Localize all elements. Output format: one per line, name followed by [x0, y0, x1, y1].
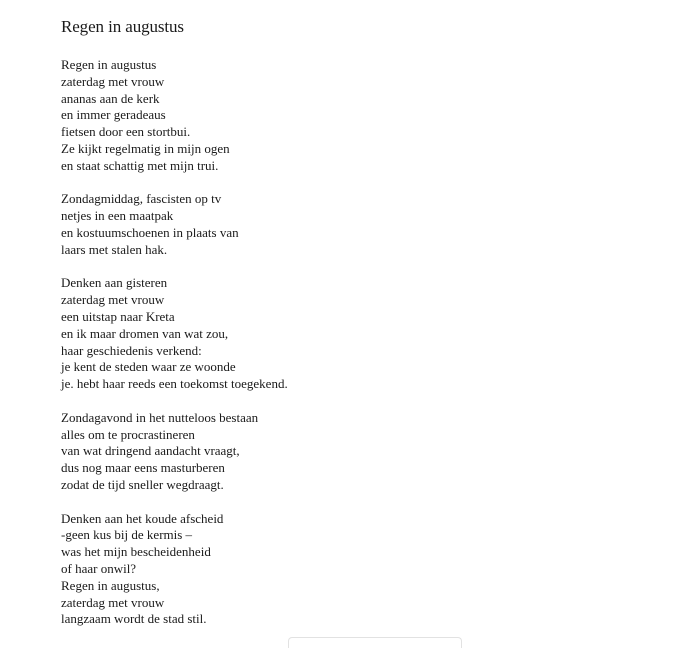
poem-line: Denken aan gisteren	[61, 275, 168, 291]
poem-line: alles om te procrastineren	[61, 426, 195, 442]
poem-line: zaterdag met vrouw	[61, 594, 165, 610]
poem-line: zaterdag met vrouw	[61, 292, 165, 308]
poem-line: of haar onwil?	[61, 560, 137, 576]
poem-title: Regen in augustus	[61, 17, 184, 36]
poem-line: ananas aan de kerk	[61, 90, 160, 106]
poem-line: fietsen door een stortbui.	[61, 124, 191, 140]
poem-line: -geen kus bij de kermis –	[61, 527, 193, 543]
poem-line: Ze kijkt regelmatig in mijn ogen	[61, 140, 230, 156]
poem-line: en immer geradeaus	[61, 107, 166, 123]
poem-line: Zondagavond in het nutteloos bestaan	[61, 409, 259, 425]
poem-line: Denken aan het koude afscheid	[61, 510, 224, 526]
poem-stanza	[61, 191, 288, 258]
poem-line: en ik maar dromen van wat zou,	[61, 325, 229, 341]
poem-line: was het mijn bescheidenheid	[61, 544, 211, 560]
poem-line: langzaam wordt de stad stil.	[61, 611, 207, 627]
poem-line: en kostuumschoenen in plaats van	[61, 224, 239, 240]
poem-line: zodat de tijd sneller wegdraagt.	[61, 476, 224, 492]
poem-line: haar geschiedenis verkend:	[61, 342, 202, 358]
poem-line: Regen in augustus	[61, 57, 157, 72]
poem-stanza	[61, 511, 288, 629]
poem-line: en staat schattig met mijn trui.	[61, 157, 219, 173]
poem-line: van wat dringend aandacht vraagt,	[61, 443, 240, 459]
poem-line: netjes in een maatpak	[61, 208, 174, 224]
poem-line: Regen in augustus,	[61, 577, 160, 593]
poem-stanza	[61, 57, 288, 175]
poem-line: een uitstap naar Kreta	[61, 308, 175, 324]
poem-stanza	[61, 410, 288, 494]
poem-stanza	[61, 275, 288, 393]
poem-line: laars met stalen hak.	[61, 241, 168, 257]
poem-line: Zondagmiddag, fascisten op tv	[61, 191, 222, 207]
poem-line: je kent de steden waar ze woonde	[61, 359, 236, 375]
bottom-panel-edge	[288, 637, 462, 648]
poem-line: zaterdag met vrouw	[61, 73, 165, 89]
poem-body	[61, 57, 288, 645]
poem-line: je. hebt haar reeds een toekomst toegekend.	[61, 376, 288, 392]
poem-line: dus nog maar eens masturberen	[61, 460, 225, 476]
